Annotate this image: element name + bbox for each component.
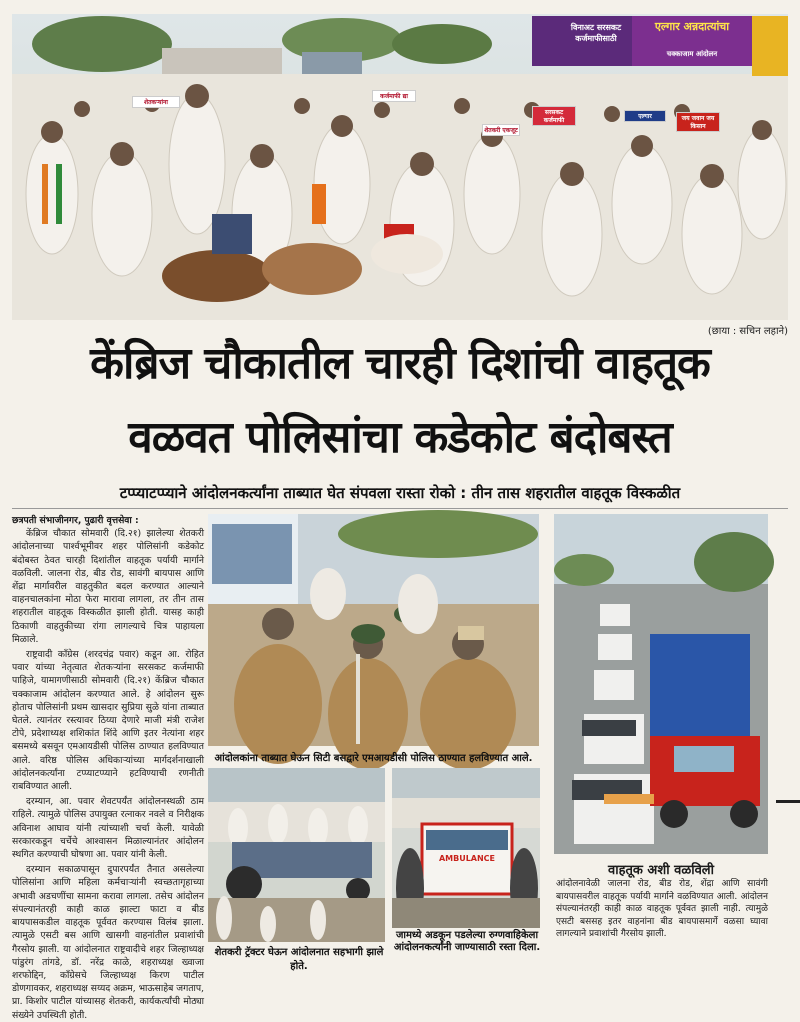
traffic-photo-illustration [554, 514, 768, 854]
protest-photo-illustration [12, 14, 788, 320]
protest-sign: शेतकरी एकजूट [482, 124, 520, 136]
police-photo-caption: आंदोलकांना ताब्यात घेऊन सिटी बसद्वारे एमआयडीसी पोलिस ठाण्यात हलविण्यात आले. [214, 753, 533, 764]
ambulance-photo-caption: जामध्ये अडकून पडलेल्या रुग्णवाहिकेला आंदोलनकर्त्यांनी जाण्यासाठी रस्ता दिला. [393, 930, 541, 953]
protest-sign: सरसकट कर्जमाफी [532, 106, 576, 126]
article-paragraph: राष्ट्रवादी काँग्रेस (शरदचंद्र पवार) कडून आ. रोहित पवार यांच्या नेतृत्वात शेतकऱ्यांना सरसकट कर्जमाफी पाहिजे, यामागणीसाठी सोमवारी (दि.२१) केंब्रिज चौकात चक्काजाम आंदोलन करण्यात आले. हे आंदोलन सुरू होताच पोलिसांनी प्रथम खासदार सुप्रिया सुळे यांना ताब्यात घेतले. त्यानंतर रस्त्यावर ठिय्या देणारे माजी मंत्री राजेश टोपे, प्रदेशाध्यक्ष शशिकांत शिंदे आणि इतर नेत्यांना शहर बसमध्ये बसवून एमआयडीसी पोलिस ठाण्यात हलविण्यात आले. वरिष्ठ पोलिस अधिकाऱ्यांच्या मार्गदर्शनाखाली आंदोलनकर्त्यांना टप्प्याटप्प्याने हटविण्याची रणनीती राबविण्यात आली. [12, 649, 204, 793]
banner-right: एल्गार अन्नदात्यांचा [654, 20, 730, 33]
subheadline: टप्प्याटप्प्याने आंदोलनकर्त्यांना ताब्यात घेत संपवला रास्ता रोको : तीन तास शहरातील वाहतूक विस्कळीत [119, 484, 681, 502]
photo-credit: (छाया : सचिन लहाने) [707, 326, 788, 337]
police-photo [208, 514, 539, 746]
tractor-photo-caption: शेतकरी ट्रॅक्टर घेऊन आंदोलनात सहभागी झाले होते. [214, 947, 384, 972]
ambulance-photo-illustration [392, 768, 540, 928]
protest-sign: शेतकऱ्यांना [132, 96, 180, 108]
traffic-photo [554, 514, 768, 854]
protest-sign: एल्गार [624, 110, 666, 122]
protest-sign: जय जवान जय किसान [676, 112, 720, 132]
protest-sign: कर्जमाफी द्या [372, 90, 416, 102]
police-photo-illustration [208, 514, 539, 746]
article-body [12, 514, 204, 1021]
tractor-photo [208, 768, 385, 942]
banner-left: विनाअट सरसकट कर्जमाफीसाठी [570, 23, 622, 43]
ambulance-photo [392, 768, 540, 928]
article-paragraph: दरम्यान, आ. पवार शेवटपर्यंत आंदोलनस्थळी ठाम राहिले. त्यामुळे पोलिस उपायुक्त रत्नाकर नवले व निरीक्षक अविनाश आघाव यांनी त्यांच्याशी चर्चा केली. यावेळी सरकारकडून चर्चेचे आश्वासन मिळाल्यानंतर आंदोलन स्थगित करण्याची घोषणा आ. पवार यांनी केली. [12, 796, 204, 861]
headline-line-2: वळवत पोलिसांचा कडेकोट बंदोबस्त [128, 412, 672, 463]
byline: छत्रपती संभाजीनगर, पुढारी वृत्तसेवा : [12, 515, 139, 526]
banner-right-sub: चक्काजाम आंदोलन [666, 50, 718, 58]
article-paragraph: केंब्रिज चौकात सोमवारी (दि.२१) झालेल्या शेतकरी आंदोलनाच्या पार्श्वभूमीवर शहर पोलिसांनी कडेकोट बंदोबस्त ठेवत चारही दिशांतील वाहतूक पर्यायी मार्गाने वळविली. जालना रोड, बीड रोड, सावंगी बायपास आणि शेंद्रा मार्गावरील वाहतुकीत बदल करण्यात आल्याने वाहनचालकांना मोठा फेरा मारावा लागला, तर तीन तास शहरातील वाहतूक विस्कळीत झाली होती. यासह काही ठिकाणी वाहतुकीच्या रांगा लागल्याचे चित्र पाहायला मिळाले. [12, 528, 204, 645]
traffic-box-title: वाहतूक अशी वळविली [608, 863, 714, 878]
margin-mark [776, 800, 800, 803]
headline-line-1: केंब्रिज चौकातील चारही दिशांची वाहतूक [90, 338, 710, 389]
article-paragraph: दरम्यान सकाळपासून दुपारपर्यंत तैनात असलेल्या पोलिसांना आणि महिला कर्मचाऱ्यांनी स्वच्छतागृहाच्या अभावी अडचणींचा सामना करावा लागला. तसेच आंदोलन संपल्यानंतरही काही काळ झाल्टा फाटा व बीड बायपासकडील वाहतूक पूर्ववत करण्यास विलंब झाला. त्यामुळे एसटी बस आणि खासगी वाहनांतील प्रवाशांची गैरसोय झाली. या आंदोलनात राष्ट्रवादीचे शहर जिल्हाध्यक्ष पांडुरंग तांगडे, डॉ. नरेंद्र काळे, शहराध्यक्ष ख्वाजा शरफोद्दिन, काँग्रेसचे जिल्हाध्यक्ष किरण पाटील डोणगावकर, शहराध्यक्ष सय्यद अक्रम, भाऊसाहेब जगताप, प्रा. किशोर पाटील यांच्यासह शेतकरी, कार्यकर्त्यांची मोठ्या संख्येने उपस्थिती होती. [12, 864, 204, 1021]
divider [12, 508, 788, 509]
ambulance-label: AMBULANCE [438, 854, 496, 863]
protest-photo [12, 14, 788, 320]
traffic-box-text: आंदोलनावेळी जालना रोड, बीड रोड, शेंद्रा आणि सावंगी बायपासवरील वाहतूक पर्यायी मार्गाने वळविण्यात आली. आंदोलन संपल्यानंतरही काही काळ वाहतूक पूर्ववत झाली नाही. त्यामुळे एसटी बससह इतर वाहनांना बीड बायपासमार्गे वळसा घ्यावा लागल्याने प्रवाशांची गैरसोय झाली. [556, 879, 768, 939]
tractor-photo-illustration [208, 768, 385, 942]
